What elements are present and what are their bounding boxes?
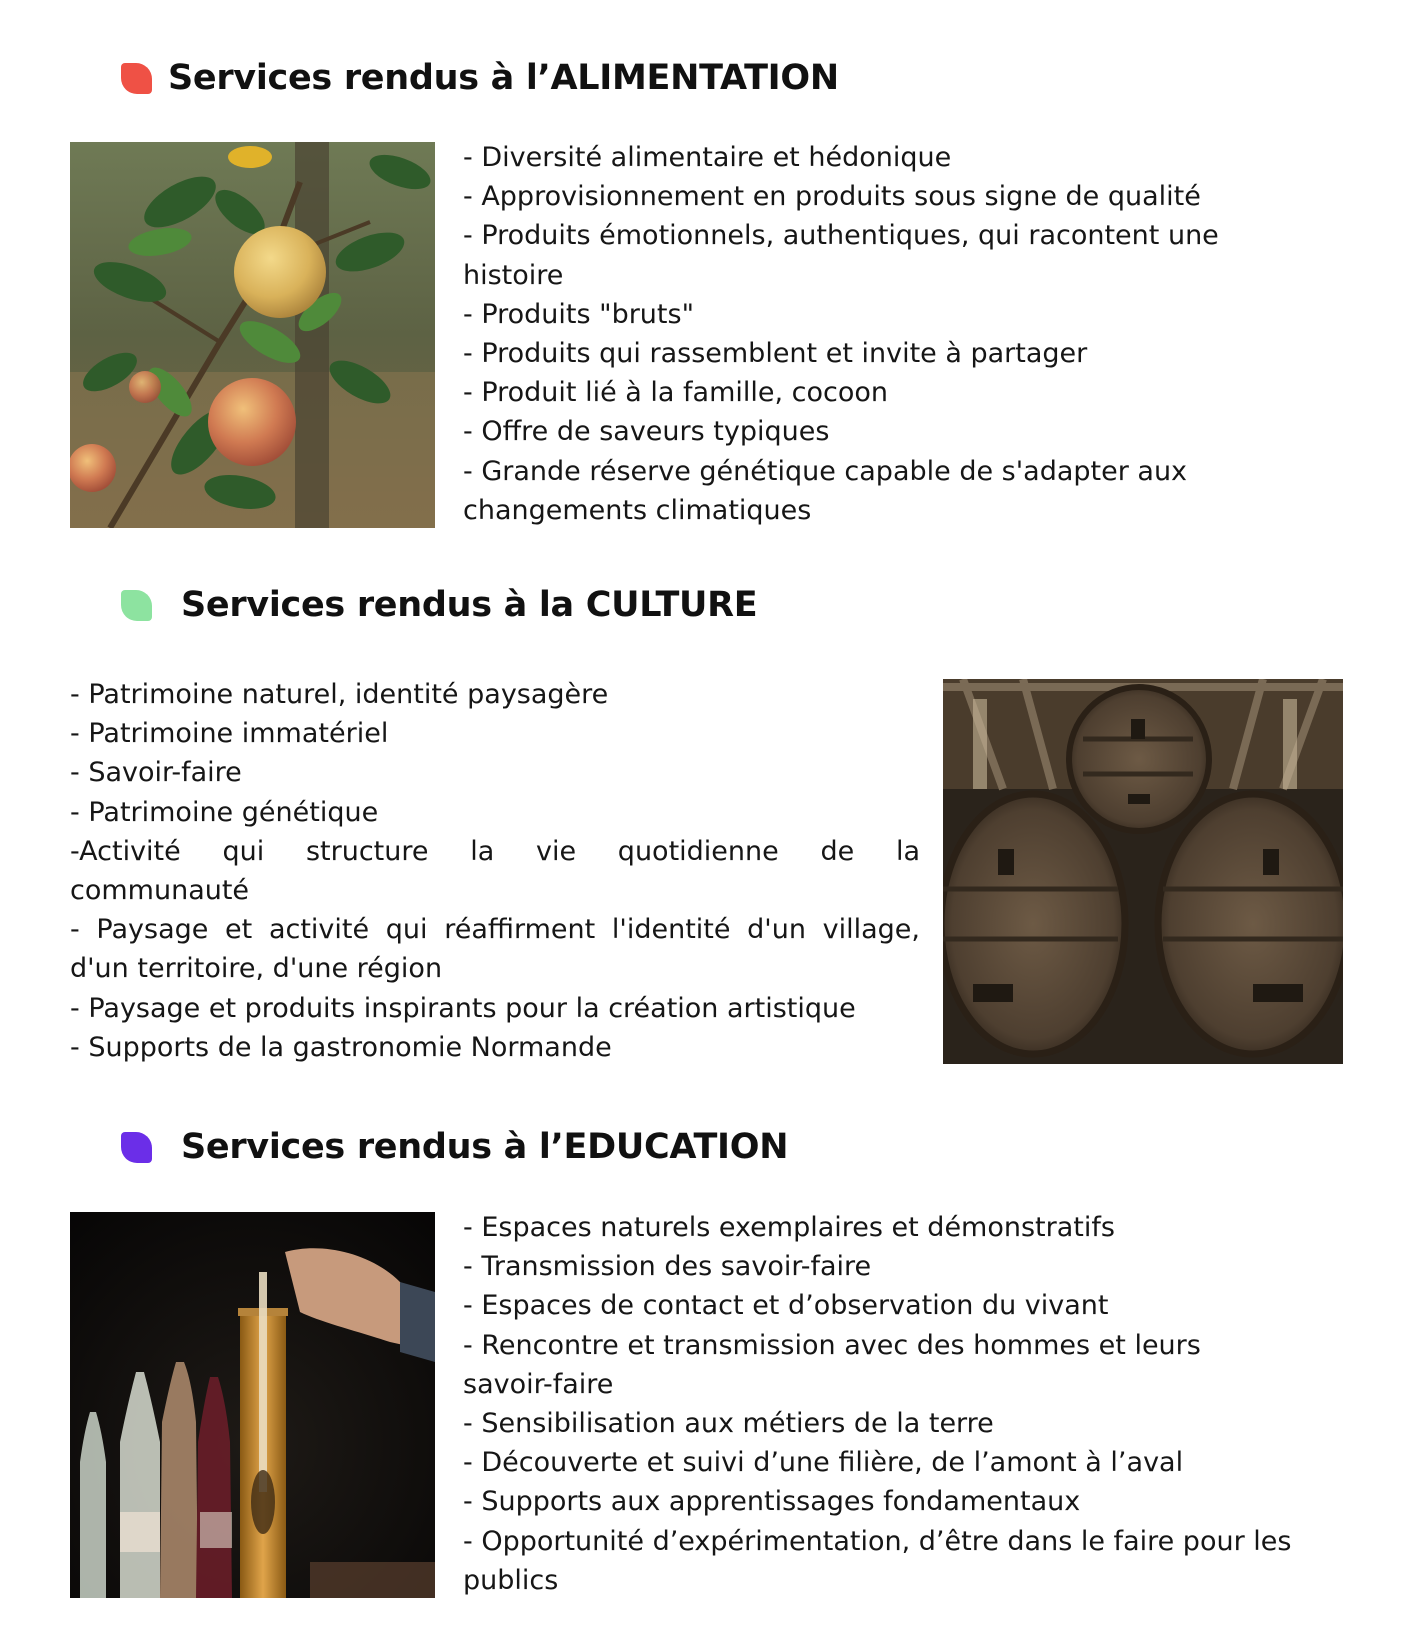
list-item: - Paysage et activité qui réaffirment l'identité d'un village, <box>70 914 920 946</box>
leaf-icon-red <box>121 63 152 94</box>
list-item: - Patrimoine naturel, identité paysagère <box>70 679 609 710</box>
list-item: histoire <box>463 259 564 291</box>
list-item: -Activité qui structure la vie quotidienne de la <box>70 835 920 867</box>
list-item: - Espaces naturels exemplaires et démonstratifs <box>463 1212 1115 1243</box>
heading-education-text: Services rendus à l’EDUCATION <box>181 1127 789 1167</box>
hydrometer-bottles-photo <box>70 1212 435 1598</box>
list-item: - Paysage et produits inspirants pour la création artistique <box>70 992 856 1024</box>
list-item: - Supports aux apprentissages fondamentaux <box>463 1486 1081 1518</box>
heading-culture <box>121 585 757 625</box>
heading-alimentation <box>121 58 839 98</box>
list-item: - Opportunité d’expérimentation, d’être dans le faire pour les <box>463 1525 1292 1557</box>
list-item: - Transmission des savoir-faire <box>463 1251 872 1283</box>
list-item: - Diversité alimentaire et hédonique <box>463 142 952 173</box>
heading-education <box>121 1127 788 1167</box>
list-item: - Patrimoine immatériel <box>70 718 389 750</box>
list-item: - Savoir-faire <box>70 757 242 789</box>
list-item: - Rencontre et transmission avec des hommes et leurs <box>463 1329 1201 1361</box>
list-item: - Patrimoine génétique <box>70 796 379 828</box>
list-item: publics <box>463 1564 559 1596</box>
education-list <box>463 1208 1323 1600</box>
leaf-icon-green <box>121 590 152 621</box>
list-item: - Offre de saveurs typiques <box>463 416 830 448</box>
list-item: - Approvisionnement en produits sous signe de qualité <box>463 181 1201 213</box>
list-item: - Produits émotionnels, authentiques, qui racontent une <box>463 220 1219 252</box>
list-item: - Produits "bruts" <box>463 298 694 330</box>
list-item: d'un territoire, d'une région <box>70 953 443 985</box>
list-item: - Découverte et suivi d’une filière, de l’amont à l’aval <box>463 1447 1184 1479</box>
list-item: changements climatiques <box>463 494 812 526</box>
heading-culture-text: Services rendus à la CULTURE <box>181 585 758 625</box>
alimentation-list <box>463 138 1293 530</box>
list-item: - Produits qui rassemblent et invite à partager <box>463 338 1088 370</box>
heading-alimentation-text: Services rendus à l’ALIMENTATION <box>168 58 839 98</box>
list-item: - Espaces de contact et d’observation du vivant <box>463 1290 1109 1322</box>
apple-tree-photo <box>70 142 435 528</box>
leaf-icon-purple <box>121 1132 152 1163</box>
list-item: - Sensibilisation aux métiers de la terre <box>463 1408 994 1440</box>
cider-barrels-photo <box>943 679 1343 1064</box>
list-item: - Produit lié à la famille, cocoon <box>463 377 889 409</box>
culture-list <box>70 675 920 1067</box>
list-item: - Grande réserve génétique capable de s'adapter aux <box>463 455 1188 487</box>
list-item: communauté <box>70 875 250 907</box>
list-item: savoir-faire <box>463 1368 614 1400</box>
list-item: - Supports de la gastronomie Normande <box>70 1031 612 1063</box>
